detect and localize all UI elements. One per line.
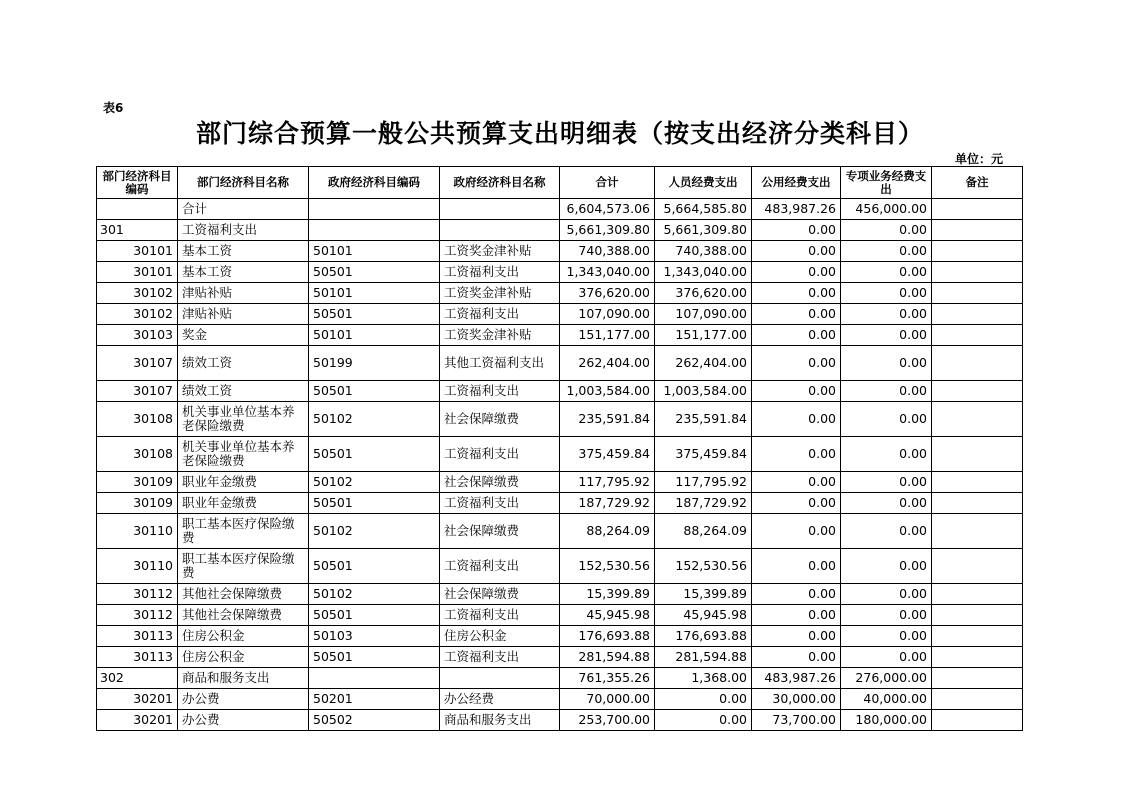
column-header: 备注 [932, 167, 1023, 199]
cell-personnel: 152,530.56 [655, 549, 752, 584]
cell-dept-name: 职业年金缴费 [178, 493, 309, 514]
cell-dept-code: 30109 [97, 493, 178, 514]
cell-gov-code: 50102 [309, 472, 440, 493]
cell-gov-code: 50101 [309, 325, 440, 346]
cell-gov-code: 50501 [309, 381, 440, 402]
cell-special: 0.00 [841, 605, 932, 626]
page-title: 部门综合预算一般公共预算支出明细表（按支出经济分类科目） [195, 119, 924, 148]
cell-dept-code: 30108 [97, 437, 178, 472]
unit-label: 单位：元 [955, 152, 1004, 166]
cell-personnel: 5,661,309.80 [655, 220, 752, 241]
cell-personnel: 0.00 [655, 689, 752, 710]
cell-personnel: 376,620.00 [655, 283, 752, 304]
cell-gov-code: 50102 [309, 584, 440, 605]
cell-total: 176,693.88 [560, 626, 655, 647]
cell-public: 73,700.00 [752, 710, 841, 731]
cell-gov-code: 50501 [309, 493, 440, 514]
cell-dept-code [97, 199, 178, 220]
cell-gov-name: 工资福利支出 [440, 304, 560, 325]
table-row [97, 199, 1023, 220]
cell-personnel: 5,664,585.80 [655, 199, 752, 220]
cell-dept-name: 合计 [178, 199, 309, 220]
cell-personnel: 1,343,040.00 [655, 262, 752, 283]
cell-dept-name: 津贴补贴 [178, 283, 309, 304]
cell-dept-code: 30101 [97, 262, 178, 283]
cell-gov-name: 社会保障缴费 [440, 584, 560, 605]
cell-note [932, 710, 1023, 731]
cell-special: 0.00 [841, 381, 932, 402]
cell-note [932, 549, 1023, 584]
column-header: 政府经济科目名称 [440, 167, 560, 199]
cell-dept-name: 基本工资 [178, 241, 309, 262]
cell-public: 30,000.00 [752, 689, 841, 710]
cell-dept-name: 机关事业单位基本养老保险缴费 [178, 402, 309, 437]
column-header: 人员经费支出 [655, 167, 752, 199]
cell-special: 0.00 [841, 262, 932, 283]
cell-special: 0.00 [841, 402, 932, 437]
cell-personnel: 176,693.88 [655, 626, 752, 647]
cell-dept-code: 30112 [97, 584, 178, 605]
table-row [97, 584, 1023, 605]
cell-special: 0.00 [841, 472, 932, 493]
cell-public: 0.00 [752, 346, 841, 381]
cell-personnel: 1,003,584.00 [655, 381, 752, 402]
cell-public: 0.00 [752, 402, 841, 437]
cell-gov-code: 50199 [309, 346, 440, 381]
cell-dept-code: 30110 [97, 549, 178, 584]
cell-dept-name: 职业年金缴费 [178, 472, 309, 493]
cell-note [932, 381, 1023, 402]
column-header: 合计 [560, 167, 655, 199]
cell-total: 281,594.88 [560, 647, 655, 668]
cell-dept-name: 奖金 [178, 325, 309, 346]
cell-gov-name: 其他工资福利支出 [440, 346, 560, 381]
cell-total: 262,404.00 [560, 346, 655, 381]
cell-special: 0.00 [841, 346, 932, 381]
cell-dept-code: 302 [97, 668, 178, 689]
table-row [97, 626, 1023, 647]
cell-gov-name: 工资福利支出 [440, 605, 560, 626]
cell-gov-code: 50501 [309, 605, 440, 626]
cell-total: 376,620.00 [560, 283, 655, 304]
cell-gov-name: 工资福利支出 [440, 493, 560, 514]
column-header: 政府经济科目编码 [309, 167, 440, 199]
cell-dept-code: 30112 [97, 605, 178, 626]
cell-total: 88,264.09 [560, 514, 655, 549]
table-row [97, 241, 1023, 262]
cell-dept-code: 30113 [97, 647, 178, 668]
cell-special: 0.00 [841, 493, 932, 514]
cell-note [932, 199, 1023, 220]
cell-special: 0.00 [841, 549, 932, 584]
cell-gov-name [440, 668, 560, 689]
table-row [97, 381, 1023, 402]
cell-dept-name: 津贴补贴 [178, 304, 309, 325]
cell-dept-code: 30107 [97, 346, 178, 381]
cell-note [932, 283, 1023, 304]
cell-total: 45,945.98 [560, 605, 655, 626]
header-row [97, 167, 1023, 199]
cell-special: 0.00 [841, 220, 932, 241]
cell-personnel: 187,729.92 [655, 493, 752, 514]
cell-personnel: 88,264.09 [655, 514, 752, 549]
table-row [97, 325, 1023, 346]
column-header: 部门经济科目名称 [178, 167, 309, 199]
cell-gov-code [309, 668, 440, 689]
cell-dept-code: 30110 [97, 514, 178, 549]
cell-gov-name [440, 199, 560, 220]
cell-total: 151,177.00 [560, 325, 655, 346]
cell-public: 483,987.26 [752, 199, 841, 220]
cell-public: 0.00 [752, 626, 841, 647]
table-number-label: 表6 [103, 101, 124, 115]
cell-public: 0.00 [752, 472, 841, 493]
cell-note [932, 304, 1023, 325]
cell-public: 0.00 [752, 493, 841, 514]
cell-special: 0.00 [841, 626, 932, 647]
cell-public: 0.00 [752, 304, 841, 325]
cell-dept-code: 30201 [97, 689, 178, 710]
cell-public: 0.00 [752, 381, 841, 402]
cell-dept-name: 绩效工资 [178, 381, 309, 402]
table-row [97, 220, 1023, 241]
cell-gov-name: 工资福利支出 [440, 437, 560, 472]
cell-dept-name: 职工基本医疗保险缴费 [178, 549, 309, 584]
cell-dept-code: 30113 [97, 626, 178, 647]
cell-special: 40,000.00 [841, 689, 932, 710]
column-header: 专项业务经费支出 [841, 167, 932, 199]
cell-dept-code: 30101 [97, 241, 178, 262]
cell-gov-code: 50502 [309, 710, 440, 731]
cell-gov-code: 50101 [309, 241, 440, 262]
table-row [97, 689, 1023, 710]
cell-note [932, 325, 1023, 346]
cell-total: 15,399.89 [560, 584, 655, 605]
cell-personnel: 107,090.00 [655, 304, 752, 325]
table-row [97, 549, 1023, 584]
cell-total: 1,003,584.00 [560, 381, 655, 402]
cell-public: 0.00 [752, 325, 841, 346]
cell-note [932, 472, 1023, 493]
cell-dept-code: 30109 [97, 472, 178, 493]
table-row [97, 304, 1023, 325]
table-row [97, 514, 1023, 549]
cell-total: 761,355.26 [560, 668, 655, 689]
cell-special: 0.00 [841, 647, 932, 668]
cell-dept-name: 工资福利支出 [178, 220, 309, 241]
cell-public: 0.00 [752, 605, 841, 626]
cell-dept-name: 机关事业单位基本养老保险缴费 [178, 437, 309, 472]
cell-gov-name: 工资福利支出 [440, 647, 560, 668]
cell-dept-name: 其他社会保障缴费 [178, 584, 309, 605]
cell-special: 276,000.00 [841, 668, 932, 689]
table-row [97, 262, 1023, 283]
cell-note [932, 346, 1023, 381]
cell-total: 6,604,573.06 [560, 199, 655, 220]
cell-dept-name: 其他社会保障缴费 [178, 605, 309, 626]
cell-gov-name: 住房公积金 [440, 626, 560, 647]
cell-note [932, 689, 1023, 710]
cell-special: 0.00 [841, 304, 932, 325]
cell-total: 117,795.92 [560, 472, 655, 493]
cell-gov-code: 50501 [309, 647, 440, 668]
table-body [97, 199, 1023, 731]
cell-special: 180,000.00 [841, 710, 932, 731]
cell-personnel: 235,591.84 [655, 402, 752, 437]
table-row [97, 283, 1023, 304]
cell-total: 152,530.56 [560, 549, 655, 584]
table-row [97, 346, 1023, 381]
cell-total: 235,591.84 [560, 402, 655, 437]
cell-dept-code: 30201 [97, 710, 178, 731]
cell-dept-name: 住房公积金 [178, 626, 309, 647]
cell-note [932, 241, 1023, 262]
cell-note [932, 220, 1023, 241]
cell-gov-name: 商品和服务支出 [440, 710, 560, 731]
cell-dept-name: 绩效工资 [178, 346, 309, 381]
cell-public: 0.00 [752, 283, 841, 304]
cell-total: 70,000.00 [560, 689, 655, 710]
cell-personnel: 45,945.98 [655, 605, 752, 626]
cell-gov-code: 50501 [309, 549, 440, 584]
cell-gov-name: 工资福利支出 [440, 381, 560, 402]
cell-dept-code: 30103 [97, 325, 178, 346]
cell-personnel: 281,594.88 [655, 647, 752, 668]
table-row [97, 710, 1023, 731]
cell-gov-name: 社会保障缴费 [440, 402, 560, 437]
cell-gov-code: 50501 [309, 304, 440, 325]
cell-gov-code [309, 199, 440, 220]
cell-personnel: 15,399.89 [655, 584, 752, 605]
cell-note [932, 668, 1023, 689]
cell-dept-code: 301 [97, 220, 178, 241]
cell-dept-name: 住房公积金 [178, 647, 309, 668]
budget-table [96, 166, 1023, 731]
cell-personnel: 262,404.00 [655, 346, 752, 381]
cell-total: 5,661,309.80 [560, 220, 655, 241]
table-row [97, 605, 1023, 626]
cell-special: 0.00 [841, 325, 932, 346]
cell-note [932, 262, 1023, 283]
cell-dept-code: 30108 [97, 402, 178, 437]
cell-dept-code: 30107 [97, 381, 178, 402]
column-header: 公用经费支出 [752, 167, 841, 199]
cell-personnel: 117,795.92 [655, 472, 752, 493]
cell-gov-name [440, 220, 560, 241]
cell-dept-name: 职工基本医疗保险缴费 [178, 514, 309, 549]
cell-public: 0.00 [752, 262, 841, 283]
cell-public: 0.00 [752, 220, 841, 241]
cell-note [932, 493, 1023, 514]
cell-gov-code [309, 220, 440, 241]
cell-personnel: 740,388.00 [655, 241, 752, 262]
table-row [97, 472, 1023, 493]
cell-total: 375,459.84 [560, 437, 655, 472]
cell-dept-name: 办公费 [178, 710, 309, 731]
table-row [97, 493, 1023, 514]
cell-special: 0.00 [841, 437, 932, 472]
cell-personnel: 151,177.00 [655, 325, 752, 346]
table-row [97, 437, 1023, 472]
cell-gov-name: 工资奖金津补贴 [440, 325, 560, 346]
cell-special: 456,000.00 [841, 199, 932, 220]
cell-public: 483,987.26 [752, 668, 841, 689]
cell-personnel: 1,368.00 [655, 668, 752, 689]
cell-dept-code: 30102 [97, 283, 178, 304]
cell-gov-code: 50501 [309, 262, 440, 283]
cell-note [932, 514, 1023, 549]
cell-gov-name: 工资福利支出 [440, 549, 560, 584]
cell-note [932, 437, 1023, 472]
cell-special: 0.00 [841, 514, 932, 549]
table-row [97, 647, 1023, 668]
cell-gov-code: 50102 [309, 402, 440, 437]
cell-public: 0.00 [752, 584, 841, 605]
cell-public: 0.00 [752, 549, 841, 584]
cell-gov-name: 工资奖金津补贴 [440, 283, 560, 304]
cell-note [932, 584, 1023, 605]
cell-public: 0.00 [752, 514, 841, 549]
cell-gov-name: 社会保障缴费 [440, 472, 560, 493]
cell-gov-code: 50102 [309, 514, 440, 549]
cell-note [932, 605, 1023, 626]
cell-gov-code: 50201 [309, 689, 440, 710]
cell-total: 740,388.00 [560, 241, 655, 262]
cell-total: 1,343,040.00 [560, 262, 655, 283]
cell-gov-code: 50101 [309, 283, 440, 304]
cell-note [932, 402, 1023, 437]
cell-gov-code: 50103 [309, 626, 440, 647]
cell-dept-name: 基本工资 [178, 262, 309, 283]
cell-public: 0.00 [752, 647, 841, 668]
cell-total: 187,729.92 [560, 493, 655, 514]
cell-public: 0.00 [752, 437, 841, 472]
cell-special: 0.00 [841, 584, 932, 605]
cell-dept-code: 30102 [97, 304, 178, 325]
cell-personnel: 375,459.84 [655, 437, 752, 472]
cell-gov-name: 工资福利支出 [440, 262, 560, 283]
cell-dept-name: 商品和服务支出 [178, 668, 309, 689]
cell-personnel: 0.00 [655, 710, 752, 731]
cell-gov-code: 50501 [309, 437, 440, 472]
cell-public: 0.00 [752, 241, 841, 262]
column-header: 部门经济科目编码 [97, 167, 178, 199]
cell-gov-name: 工资奖金津补贴 [440, 241, 560, 262]
cell-note [932, 647, 1023, 668]
cell-total: 253,700.00 [560, 710, 655, 731]
table-row [97, 402, 1023, 437]
cell-note [932, 626, 1023, 647]
cell-total: 107,090.00 [560, 304, 655, 325]
cell-dept-name: 办公费 [178, 689, 309, 710]
table-row [97, 668, 1023, 689]
cell-special: 0.00 [841, 283, 932, 304]
cell-gov-name: 办公经费 [440, 689, 560, 710]
cell-special: 0.00 [841, 241, 932, 262]
cell-gov-name: 社会保障缴费 [440, 514, 560, 549]
